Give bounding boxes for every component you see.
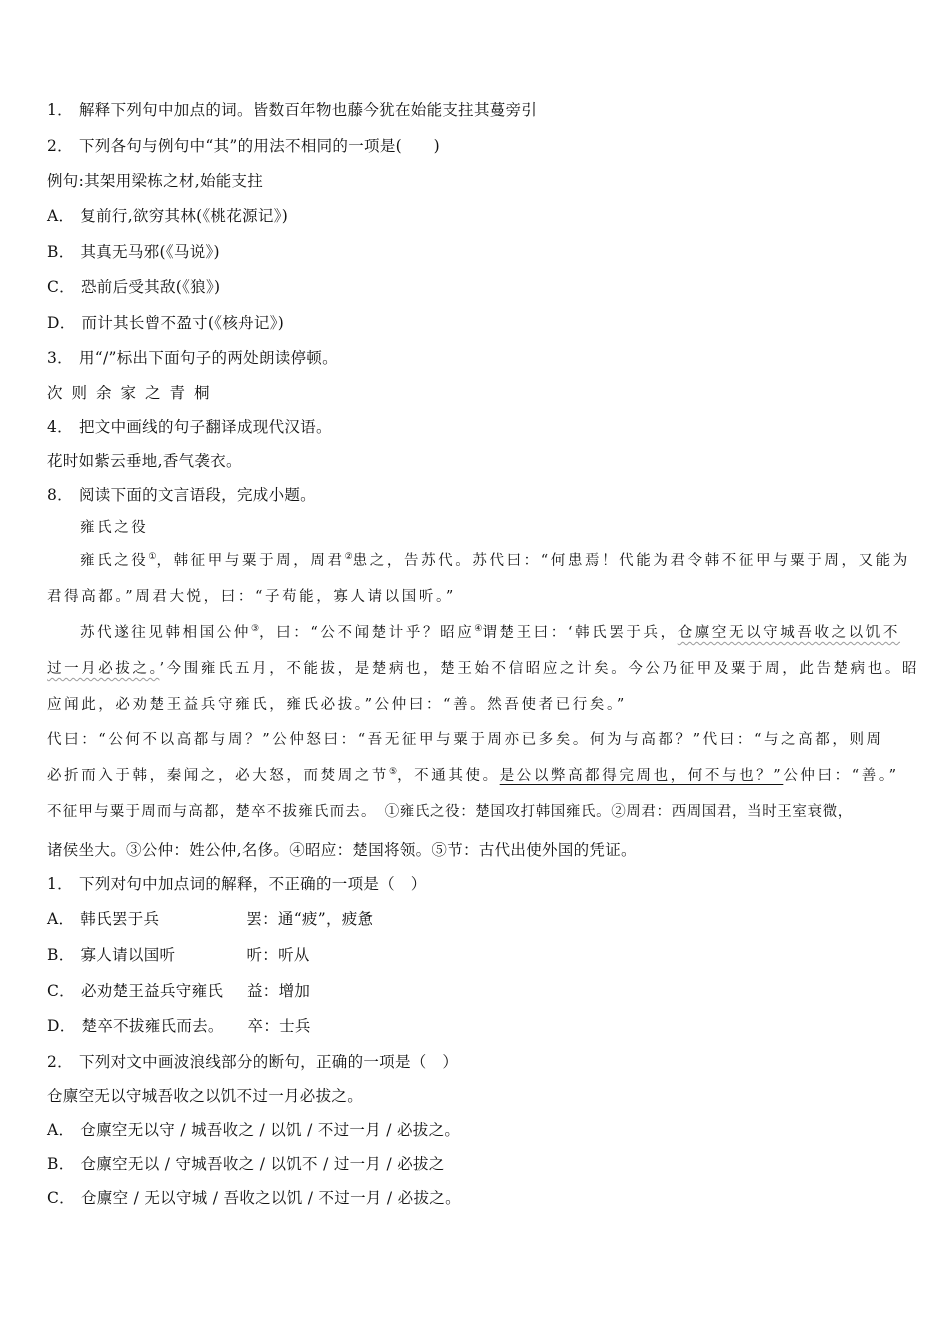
question-3 [47,348,338,368]
footnote-ref: ④ [474,624,483,634]
passage-text: 谓楚王曰：‘韩氏罢于兵， [482,625,678,641]
passage-text: 不征甲与粟于周而与高都，楚卒不拔雍氏而去。 [47,804,377,820]
passage-p1-line2: 君得高都。”周君大悦，曰：“子苟能，寡人请以国听。” [47,589,456,605]
passage-p2-line6 [47,802,853,822]
passage-p2-line2 [47,659,919,679]
question-number: 1． [47,101,73,119]
question-text: 用“/”标出下面句子的两处朗读停顿。 [78,349,338,367]
passage-p2-line3: 应闻此，必劝楚王益兵守雍氏，雍氏必拔。”公仲曰：“善。然吾使者已行矣。” [47,697,627,713]
sub-question-2 [47,1052,458,1072]
option-sentence: 寡人请以国听 [80,946,176,964]
sub-question-1 [47,874,427,894]
option-label: C． [47,982,75,1000]
passage-p2-line5 [47,766,899,786]
sub-q2-option-b [47,1154,445,1174]
passage-text: ，韩征甲与粟于周，周君 [156,553,345,569]
passage-p2-line1 [80,623,900,643]
wavy-underlined-text: 过一月必拔之。 [47,661,160,677]
question-text: 下列各句与例句中“其”的用法不相同的一项是( ) [78,137,440,155]
option-c [47,277,220,297]
sub-q1-option-a [47,909,373,929]
question-number: 1． [47,875,73,893]
option-d [47,313,284,333]
punctuation-sentence: 仓廪空无以守城吾收之以饥不过一月必拔之。 [47,1087,364,1105]
question-text: 解释下列句中加点的词。皆数百年物也藤今犹在始能支拄其蔓旁引 [78,101,538,119]
section-heading [47,485,316,505]
question-text: 下列对文中画波浪线部分的断句，正确的一项是（ ） [78,1053,459,1071]
footnote-ref: ② [344,552,353,562]
option-gloss: 听：听从 [246,946,310,964]
passage-text: ’今围雍氏五月，不能拔，是楚病也，楚王始不信昭应之计矣。今公乃征甲及粟于周，此告楚病也。昭 [159,661,920,677]
underlined-sentence: 是公以弊高都得完周也，何不与也？” [499,768,784,784]
footnotes: ①雍氏之役：楚国攻打韩国雍氏。②周君：西周国君，当时王室衰微， [384,804,853,820]
sub-q2-option-c [47,1188,461,1208]
option-gloss: 罢：通“疲”，疲惫 [246,910,374,928]
wavy-underlined-text: 仓廪空无以守城吾收之以饥不 [677,625,900,641]
option-label: B． [47,243,75,261]
passage-title: 雍氏之役 [80,520,149,536]
passage-text: 公仲曰：“善。” [783,768,899,784]
question-number: 2． [47,1053,73,1071]
pause-sentence: 次则余家之青桐 [47,384,219,402]
option-label: C． [47,278,75,296]
sub-q2-option-a [47,1120,460,1140]
option-text: 其真无马邪(《马说》) [80,243,220,261]
option-sentence: 韩氏罢于兵 [80,910,160,928]
option-b [47,242,220,262]
option-label: A． [47,910,75,928]
question-2 [47,136,440,156]
footnote-ref: ③ [251,624,260,634]
passage-text: ，不通其使。 [397,768,500,784]
passage-text: 雍氏之役 [80,553,149,569]
question-number: 8． [47,486,73,504]
footnotes-line: 诸侯坐大。③公仲：姓公仲,名侈。④昭应：楚国将领。⑤节：古代出使外国的凭证。 [47,841,637,859]
option-label: B． [47,946,75,964]
option-text: 仓廪空无以 / 守城吾收之 / 以饥不 / 过一月 / 必拔之 [80,1155,445,1173]
option-label: A． [47,207,75,225]
option-label: A． [47,1121,75,1139]
sub-q1-option-c [47,981,310,1001]
option-sentence: 必劝楚王益兵守雍氏 [80,982,224,1000]
option-a [47,206,288,226]
passage-p1-line1 [80,551,910,571]
footnote-ref: ① [148,552,157,562]
translate-sentence: 花时如紫云垂地,香气袭衣。 [47,452,242,470]
footnote-ref: ⑤ [389,767,398,777]
option-text: 恐前后受其敌(《狼》) [80,278,221,296]
option-text: 仓廪空 / 无以守城 / 吾收之以饥 / 不过一月 / 必拔之。 [80,1189,461,1207]
section-heading-text: 阅读下面的文言语段，完成小题。 [78,486,316,504]
passage-text: ，曰：“公不闻楚计乎？昭应 [259,625,475,641]
question-number: 2． [47,137,73,155]
passage-text: 必折而入于韩，秦闻之，必大怒，而焚周之节 [47,768,389,784]
option-label: D． [47,314,76,332]
option-label: C． [47,1189,75,1207]
option-text: 仓廪空无以守 / 城吾收之 / 以饥 / 不过一月 / 必拔之。 [80,1121,461,1139]
passage-text: 患之，告苏代。苏代曰：“何患焉！代能为君令韩不征甲与粟于周，又能为 [352,553,910,569]
option-label: D． [47,1017,76,1035]
option-gloss: 益：增加 [246,982,311,1000]
sub-q1-option-b [47,945,310,965]
option-label: B． [47,1155,75,1173]
question-number: 3． [47,349,73,367]
question-text: 下列对句中加点词的解释，不正确的一项是（ ） [78,875,427,893]
example-sentence: 例句:其架用梁栋之材,始能支拄 [47,172,264,190]
passage-p2-line4: 代曰：“公何不以高都与周？”公仲怒曰：“吾无征甲与粟于周亦已多矣。何为与高都？”代曰：“与之高都，则周 [47,732,884,748]
option-gloss: 卒：士兵 [247,1017,311,1035]
option-sentence: 楚卒不拔雍氏而去。 [81,1017,224,1035]
passage-text: 苏代遂往见韩相国公仲 [80,625,251,641]
question-text: 把文中画线的句子翻译成现代汉语。 [78,418,332,436]
question-1 [47,100,537,120]
question-4 [47,417,332,437]
sub-q1-option-d [47,1016,311,1036]
option-text: 而计其长曾不盈寸(《核舟记》) [81,314,285,332]
question-number: 4． [47,418,73,436]
option-text: 复前行,欲穷其林(《桃花源记》) [80,207,289,225]
